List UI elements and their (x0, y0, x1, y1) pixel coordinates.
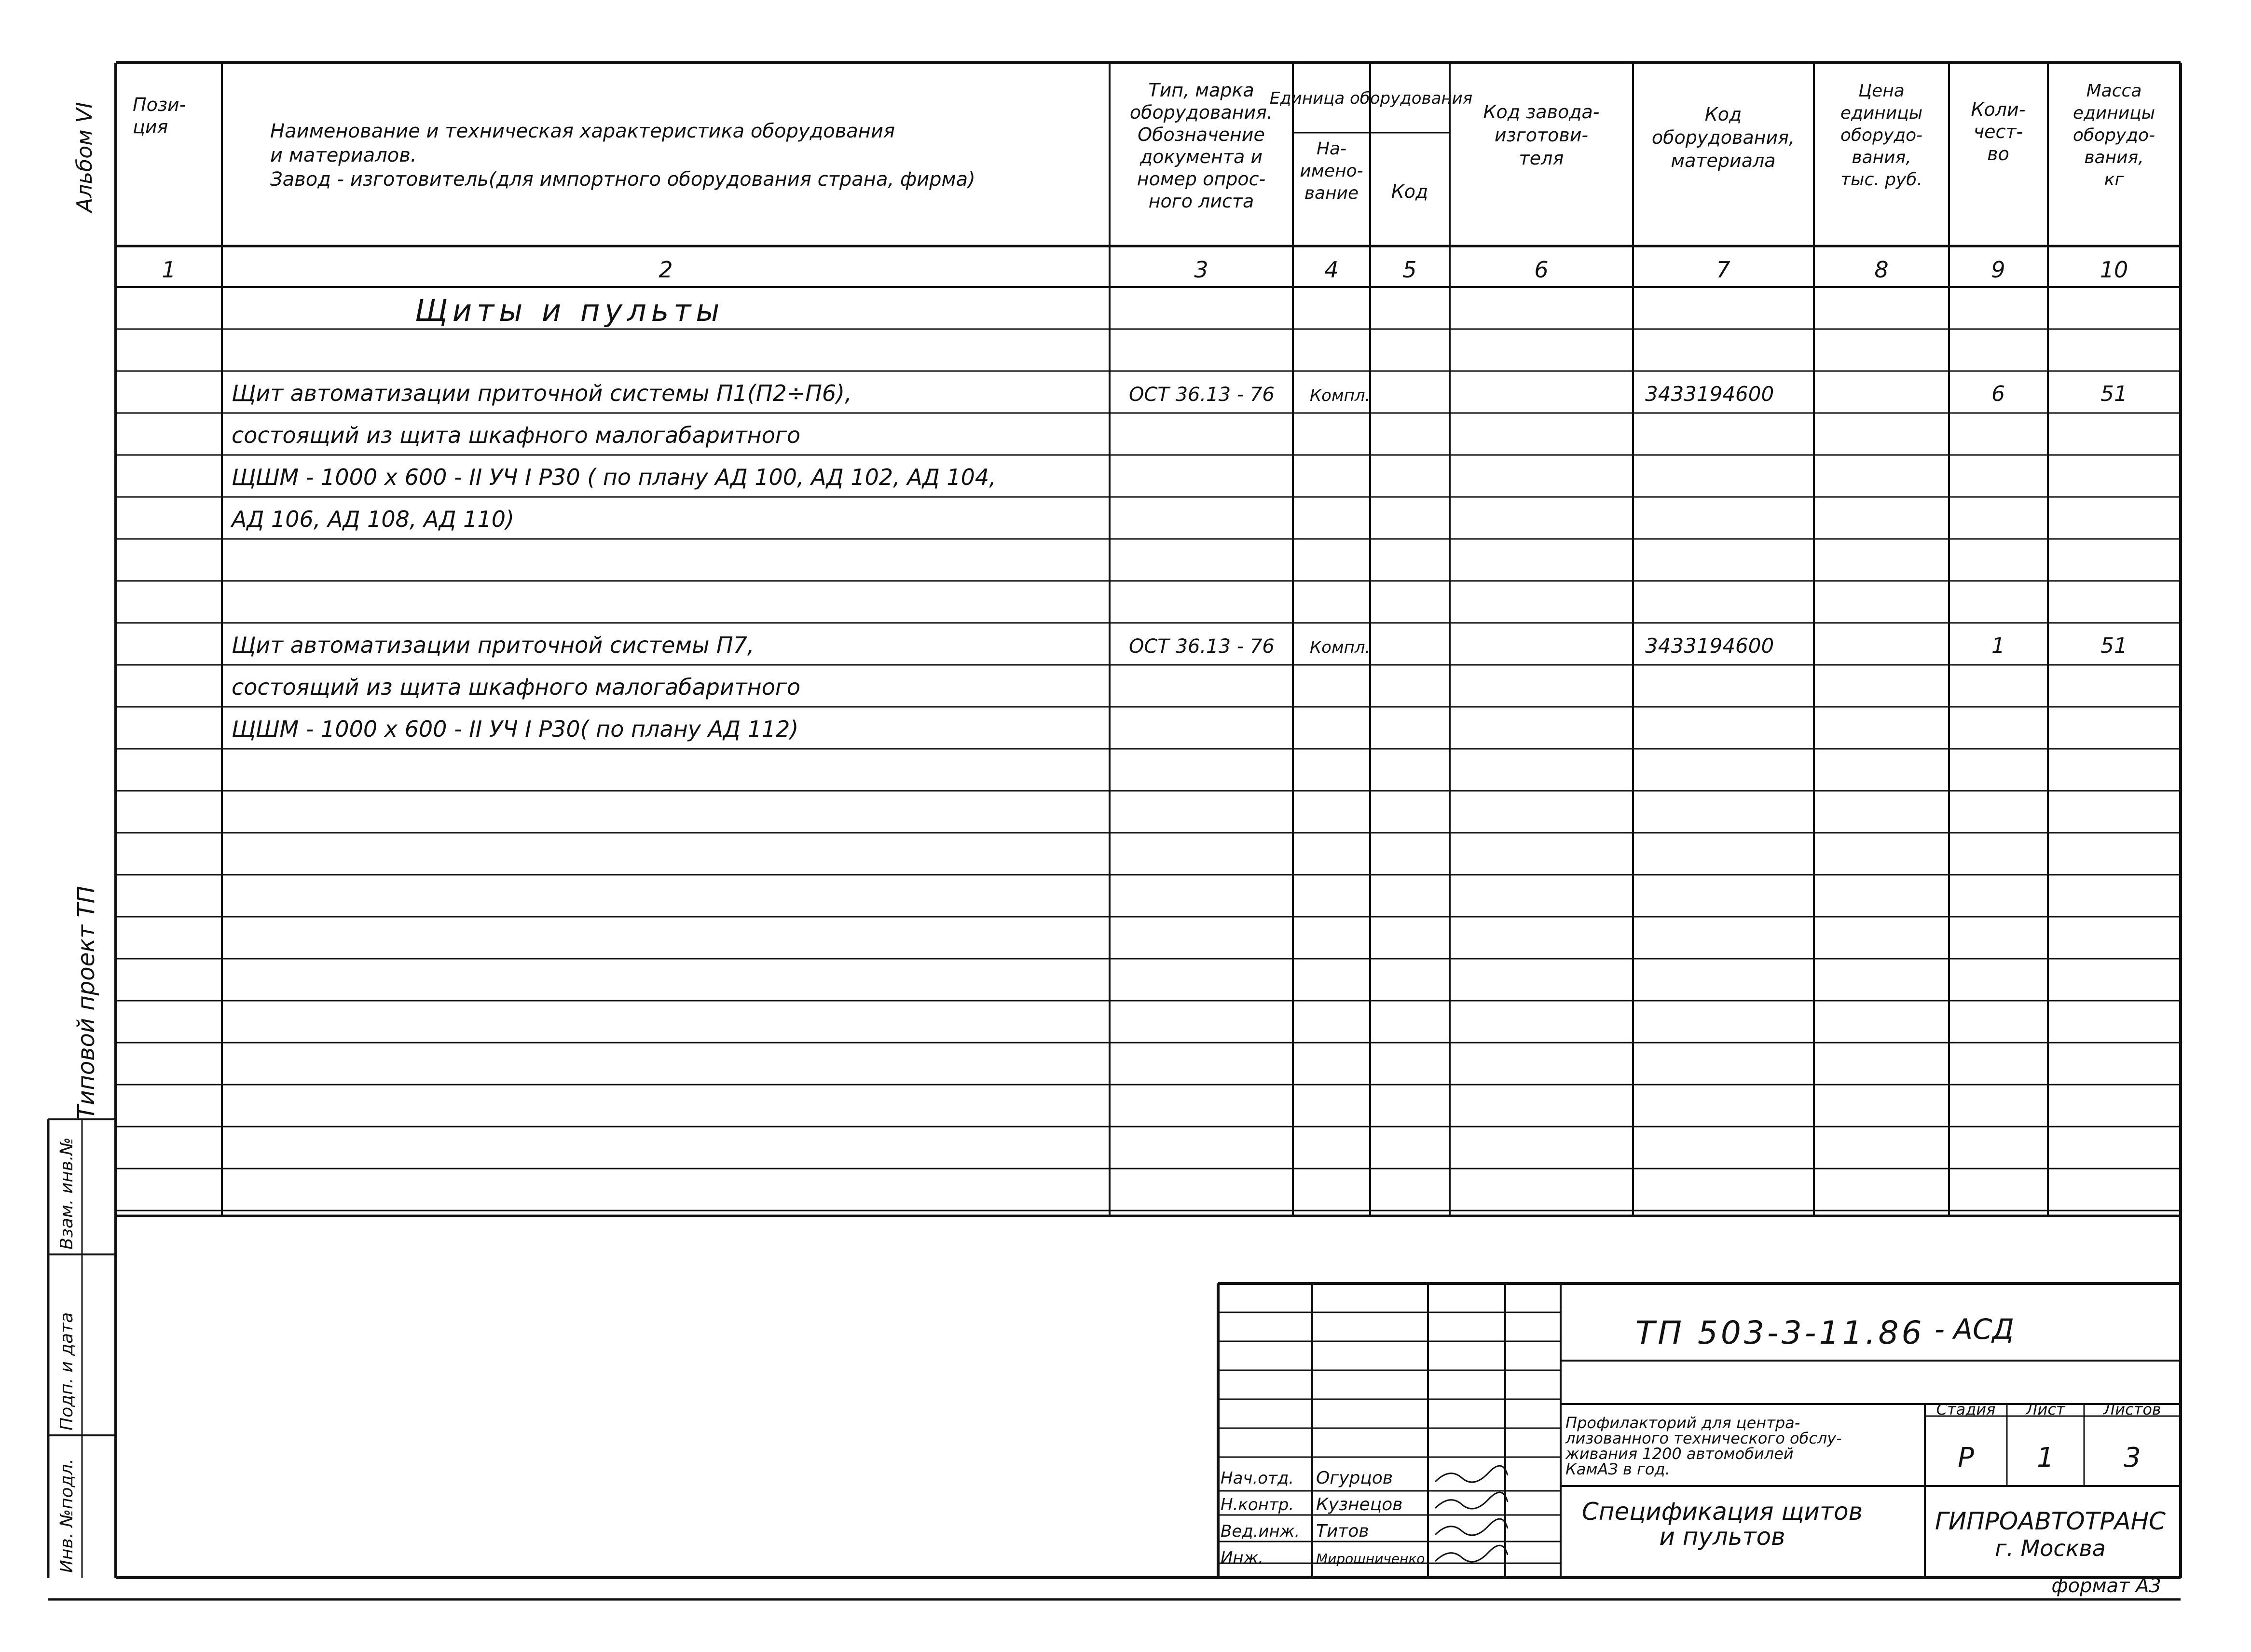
item-description-line: АД 106, АД 108, АД 110) (232, 506, 514, 532)
header-mass: единицы (2073, 103, 2155, 123)
header-manufacturer-code: теля (1519, 148, 1564, 169)
header-mass: оборудо- (2073, 125, 2155, 145)
object-description: Профилакторий для центра- (1565, 1414, 1800, 1432)
column-number: 10 (2100, 257, 2128, 283)
column-number: 4 (1324, 257, 1339, 283)
header-price: Цена (1858, 81, 1905, 101)
header-mass: кг (2104, 170, 2124, 190)
header-material-code: Код (1704, 104, 1742, 125)
sheet-value: 1 (2037, 1442, 2054, 1473)
header-type: документа и (1139, 146, 1263, 167)
staff-role: Вед.инж. (1221, 1522, 1300, 1541)
signature-mark (1435, 1466, 1508, 1482)
column-number: 5 (1402, 257, 1417, 283)
item-description-line: Щит автоматизации приточной системы П1(П2÷П6), (232, 380, 852, 406)
item-unit: Компл. (1310, 386, 1371, 405)
item-type: ОСТ 36.13 - 76 (1129, 635, 1275, 658)
staff-name: Огурцов (1316, 1468, 1393, 1488)
column-number: 1 (162, 257, 176, 283)
header-name: и материалов. (270, 144, 417, 166)
header-price: единицы (1840, 103, 1923, 123)
staff-role: Нач.отд. (1221, 1469, 1294, 1488)
header-unit-name: вание (1304, 183, 1359, 203)
header-mass: вания, (2084, 148, 2144, 167)
header-quantity: чест- (1973, 121, 2023, 142)
signature-mark (1435, 1519, 1508, 1535)
header-unit-name: На- (1316, 139, 1347, 159)
doc-title: и пультов (1659, 1523, 1785, 1551)
header-type: номер опрос- (1137, 168, 1266, 190)
item-description-line: ЩШМ - 1000 x 600 - II УЧ I Р30( по плану АД 112) (232, 716, 799, 742)
sheet-format: формат А3 (2051, 1575, 2161, 1597)
column-number: 3 (1194, 257, 1208, 283)
side-typical-project: Типовой проект ТП (73, 886, 100, 1119)
header-position: ция (133, 116, 168, 138)
item-type: ОСТ 36.13 - 76 (1129, 384, 1275, 406)
staff-name: Мирошниченко (1316, 1551, 1425, 1567)
section-title: Щиты и пульты (415, 293, 725, 328)
side-stamp-label: Подп. и дата (57, 1312, 77, 1431)
column-number: 9 (1991, 257, 2005, 283)
header-price: вания, (1852, 148, 1911, 167)
item-description-line: ЩШМ - 1000 x 600 - II УЧ I Р30 ( по плану АД 100, АД 102, АД 104, (232, 464, 996, 490)
item-mass: 51 (2100, 382, 2127, 406)
item-mass: 51 (2100, 633, 2127, 658)
item-material-code: 3433194600 (1645, 634, 1774, 658)
doc-suffix: - АСД (1935, 1313, 2014, 1346)
header-type: Обозначение (1138, 124, 1265, 145)
doc-title: Спецификация щитов (1581, 1498, 1863, 1526)
item-quantity: 6 (1991, 382, 2005, 406)
stage-label: Стадия (1936, 1400, 1996, 1418)
stage-value: Р (1958, 1442, 1974, 1473)
item-description-line: Щит автоматизации приточной системы П7, (232, 632, 755, 658)
signature-mark (1435, 1545, 1508, 1562)
column-number: 2 (659, 257, 673, 283)
side-stamp-label: Взам. инв.№ (57, 1137, 77, 1250)
signature-mark (1435, 1492, 1508, 1509)
header-type: ного листа (1148, 191, 1254, 212)
item-material-code: 3433194600 (1645, 382, 1774, 406)
column-number: 8 (1874, 257, 1889, 283)
header-manufacturer-code: Код завода- (1483, 101, 1600, 123)
header-unit-name: имено- (1300, 161, 1363, 181)
header-material-code: оборудования, (1651, 127, 1795, 148)
sheet-label: Лист (2026, 1400, 2065, 1418)
header-position: Пози- (133, 94, 186, 115)
column-number: 7 (1716, 257, 1730, 283)
organization: ГИПРОАВТОТРАНС (1935, 1507, 2166, 1535)
object-description: живания 1200 автомобилей (1565, 1445, 1794, 1463)
staff-role: Н.контр. (1221, 1495, 1294, 1514)
object-description: лизованного технического обслу- (1565, 1429, 1842, 1447)
side-appendix: Альбом VI (72, 102, 97, 212)
header-quantity: Коли- (1971, 99, 2026, 120)
sheets-label: Листов (2103, 1400, 2161, 1418)
header-quantity: во (1987, 143, 2009, 165)
header-name: Завод - изготовитель(для импортного оборудования страна, фирма) (270, 168, 975, 191)
header-material-code: материала (1671, 150, 1776, 171)
header-unit-code: Код (1391, 181, 1428, 202)
header-name: Наименование и техническая характеристика оборудования (270, 120, 895, 142)
item-description-line: состоящий из щита шкафного малогабаритного (232, 674, 801, 700)
organization-city: г. Москва (1995, 1535, 2106, 1561)
staff-name: Кузнецов (1316, 1495, 1403, 1514)
side-stamp-label: Инв. №подл. (57, 1459, 77, 1573)
staff-role: Инж. (1221, 1548, 1264, 1568)
object-description: КамАЗ в год. (1565, 1460, 1670, 1478)
staff-name: Титов (1316, 1521, 1369, 1541)
header-mass: Масса (2086, 81, 2142, 101)
header-type: Тип, марка (1148, 80, 1254, 101)
header-unit: Единица оборудования (1269, 89, 1473, 108)
item-description-line: состоящий из щита шкафного малогабаритного (232, 422, 801, 448)
item-unit: Компл. (1310, 638, 1371, 657)
column-number: 6 (1534, 257, 1549, 283)
header-manufacturer-code: изготови- (1494, 124, 1589, 146)
header-type: оборудования. (1129, 102, 1273, 123)
doc-code: ТП 503-3-11.86 (1635, 1314, 1925, 1351)
item-quantity: 1 (1991, 633, 2005, 658)
header-price: тыс. руб. (1840, 170, 1922, 190)
header-price: оборудо- (1840, 125, 1923, 145)
sheets-value: 3 (2124, 1442, 2141, 1473)
